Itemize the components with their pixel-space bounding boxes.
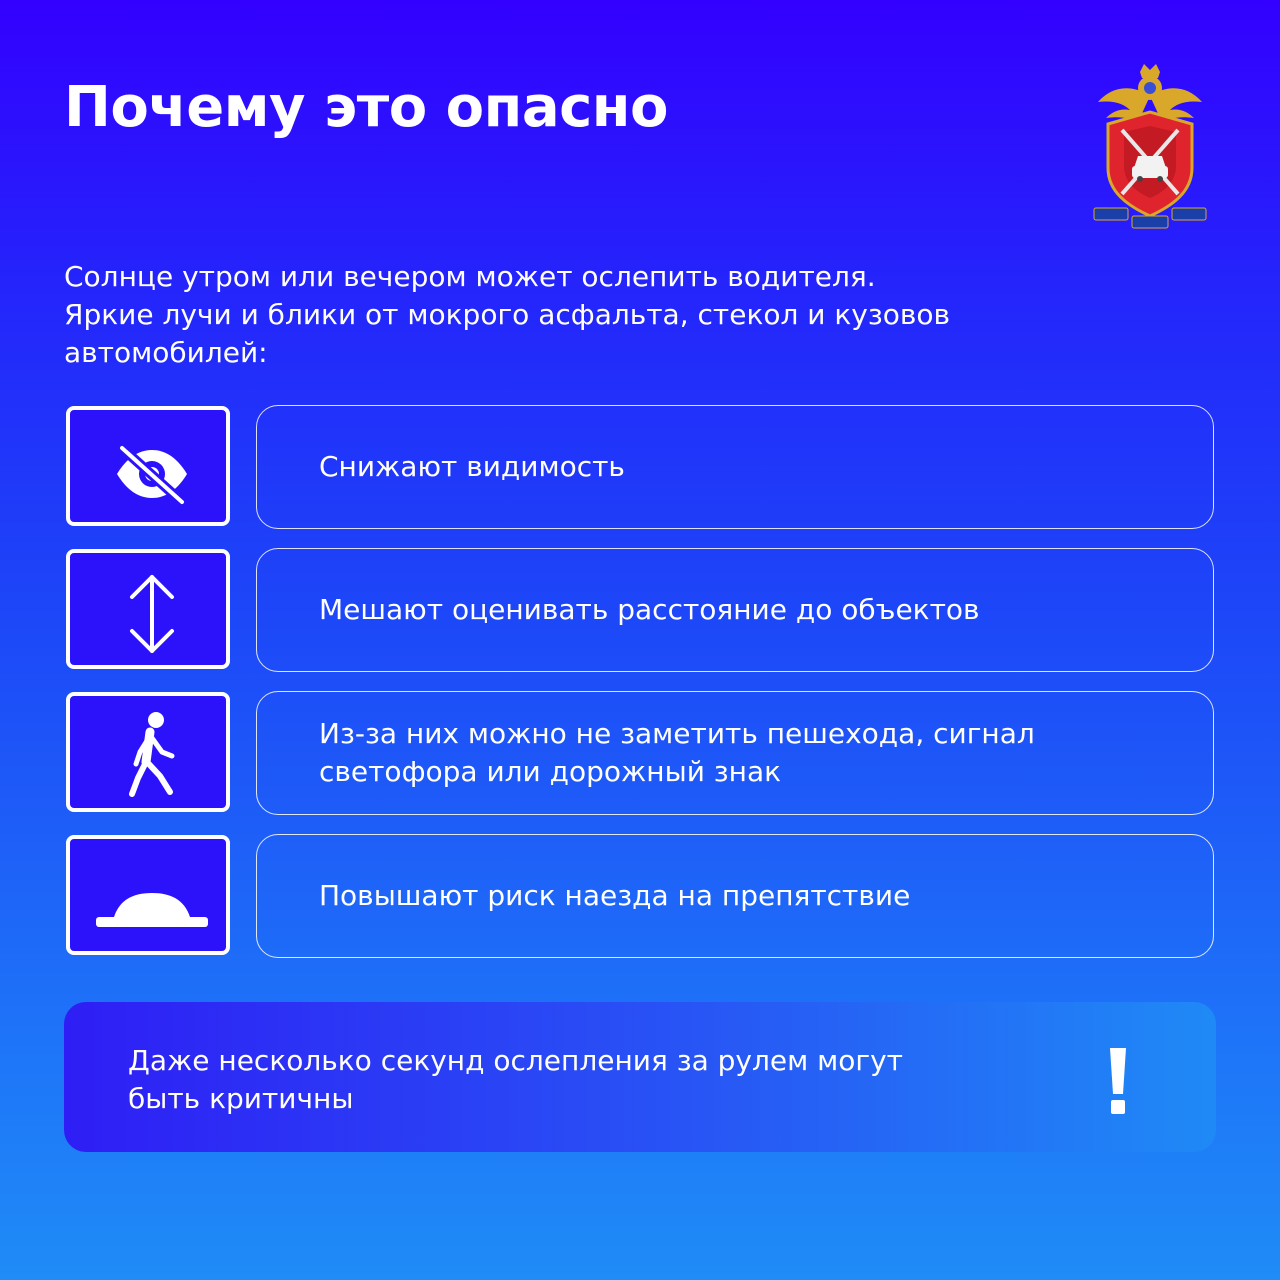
warning-callout [64,1002,1216,1152]
item-card [256,548,1214,672]
item-icon-box [66,549,230,669]
intro-line: автомобилей: [64,336,268,369]
item-card [256,691,1214,815]
eye-crossed-icon [70,410,234,530]
item-icon-box [66,692,230,812]
intro-line: Яркие лучи и блики от мокрого асфальта, стекол и кузовов [64,298,951,331]
speed-bump-icon [70,839,234,959]
item-card [256,834,1214,958]
item-text: Мешают оценивать расстояние до объектов [319,593,980,626]
callout-text: Даже несколько секунд ослепления за рулем могут быть критичны [128,1044,903,1115]
intro-line: Солнце утром или вечером может ослепить водителя. [64,260,876,293]
item-text: Снижают видимость [319,450,625,483]
exclamation-icon [1098,1046,1138,1118]
pedestrian-icon [70,696,234,816]
item-text: Повышают риск наезда на препятствие [319,879,911,912]
traffic-police-emblem-icon [1090,56,1210,236]
item-text: Из-за них можно не заметить пешехода, сигнал светофора или дорожный знак [319,717,1035,788]
item-card [256,405,1214,529]
item-icon-box [66,406,230,526]
vertical-arrows-icon [70,553,234,673]
page-title: Почему это опасно [64,75,668,140]
item-icon-box [66,835,230,955]
intro-paragraph [64,258,1184,372]
